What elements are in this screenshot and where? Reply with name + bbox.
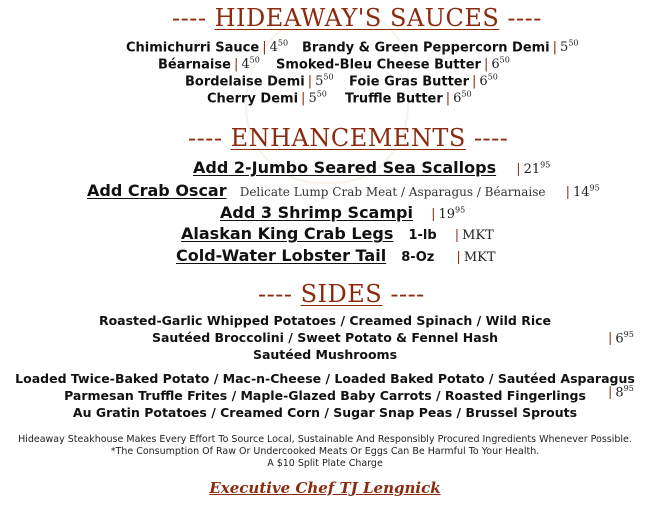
enhancement-item: Alaskan King Crab Legs 1-lb | MKT [181, 224, 494, 243]
sauce-item: Cherry Demi | $5^{50}$ [207, 90, 327, 107]
sides-line: Au Gratin Potatoes / Creamed Corn / Sugar Snap Peas / Brussel Sprouts [72, 405, 578, 420]
sauces-title: HIDEAWAY'S SAUCES [214, 4, 500, 32]
sauce-item: Bordelaise Demi | $5^{50}$ [185, 73, 334, 90]
enhancement-item: Add 2-Jumbo Seared Sea Scallops | $21^{95}$ [193, 158, 551, 177]
sides-price: | $6^{95}$ [608, 330, 634, 347]
sides-line: Roasted-Garlic Whipped Potatoes / Creamed Spinach / Wild Rice [98, 313, 552, 328]
sauce-item: Chimichurri Sauce | $4^{50}$ [126, 39, 289, 56]
sauce-item: Béarnaise | $4^{50}$ [158, 56, 260, 73]
sides-line: Parmesan Truffle Frites / Maple-Glazed Baby Carrots / Roasted Fingerlings [64, 388, 586, 403]
sides-line: Loaded Twice-Baked Potato / Mac-n-Cheese / Loaded Baked Potato / Sautéed Asparagus [15, 371, 635, 386]
consumption-warning: *The Consumption Of Raw Or Undercooked Meats Or Eggs Can Be Harmful To Your Health. [110, 446, 540, 457]
sourcing-note: Hideaway Steakhouse Makes Every Effort To Source Local, Sustainable And Responsibly Procured Ingredients Whenever Possible. [18, 434, 632, 445]
sides-title: SIDES [300, 280, 383, 308]
sides-price: | $8^{95}$ [608, 384, 634, 401]
sides-heading: ---- SIDES ---- [258, 280, 425, 308]
enhancement-item: Add 3 Shrimp Scampi | $19^{95}$ [220, 203, 466, 222]
sides-line: Sautéed Mushrooms [252, 347, 398, 362]
enhancement-item: Cold-Water Lobster Tail 8-Oz | MKT [176, 246, 496, 265]
sauce-item: Smoked-Bleu Cheese Butter | $6^{50}$ [276, 56, 510, 73]
sides-line: Sautéed Broccolini / Sweet Potato & Fennel Hash [151, 330, 499, 345]
sauces-heading: ---- HIDEAWAY'S SAUCES ---- [172, 4, 542, 32]
sauce-item: Brandy & Green Peppercorn Demi | $5^{50}$ [302, 39, 579, 56]
sauce-item: Truffle Butter | $6^{50}$ [345, 90, 472, 107]
enhancements-title: ENHANCEMENTS [230, 124, 466, 152]
enhancement-item: Add Crab Oscar Delicate Lump Crab Meat / Asparagus / Béarnaise | $14^{95}$ [87, 181, 600, 200]
sauce-item: Foie Gras Butter | $6^{50}$ [349, 73, 498, 90]
executive-chef: Executive Chef TJ Lengnick [209, 479, 441, 497]
enhancements-heading: ---- ENHANCEMENTS ---- [188, 124, 509, 152]
split-plate-note: A $10 Split Plate Charge [267, 458, 383, 469]
